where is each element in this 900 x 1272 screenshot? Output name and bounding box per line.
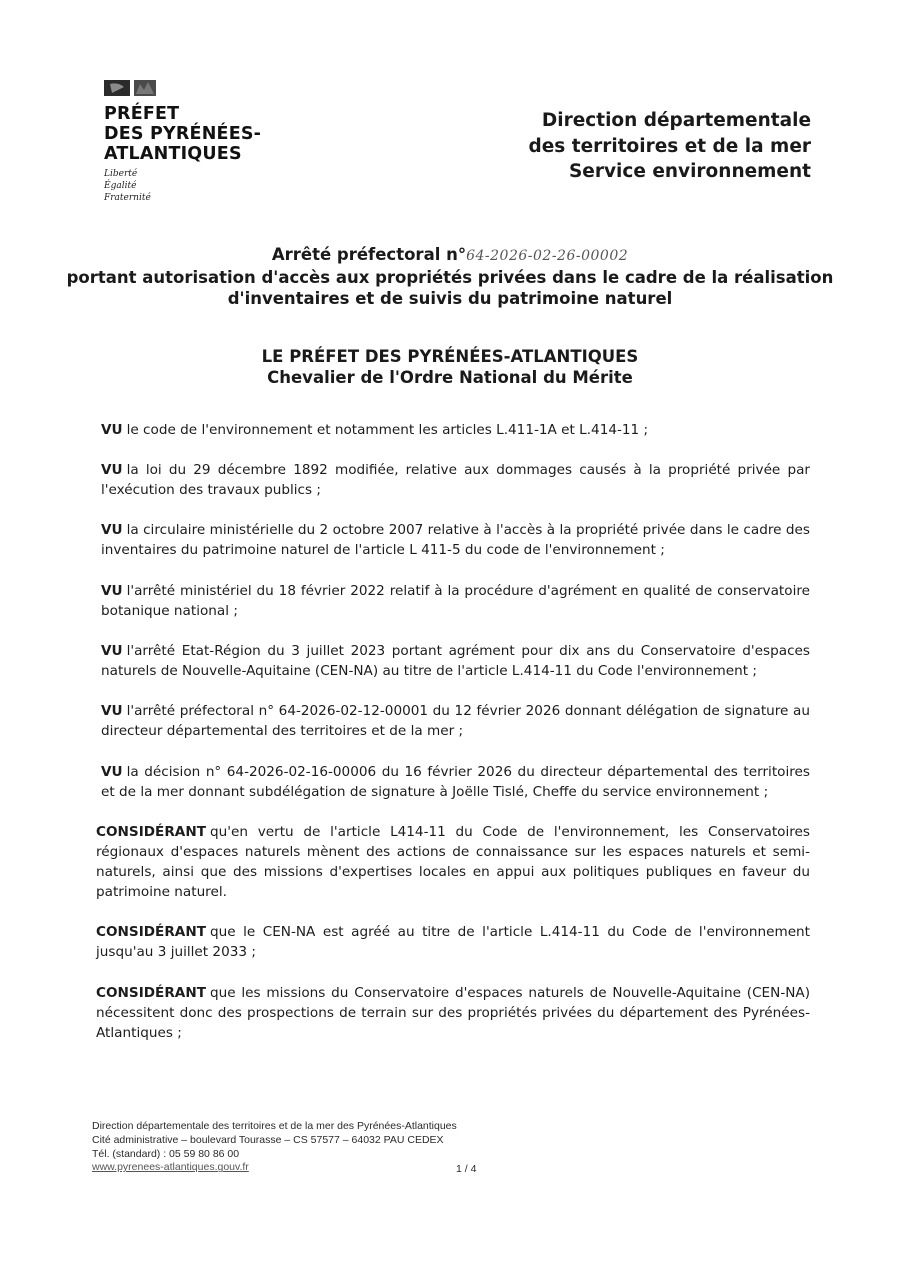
paragraph-vu-4: [101, 581, 810, 621]
logo-line-1: PRÉFET: [104, 104, 180, 124]
paragraph-text: qu'en vertu de l'article L414-11 du Code de l'environnement, les Conservatoires régionaux d'espaces naturels mènent des actions de connaissance sur les espaces naturels et semi-naturels, ainsi que des missions d'expertises locales en appui aux politiques publiques en faveur du patrimoine naturel.: [96, 824, 810, 900]
prefect-honour: Chevalier de l'Ordre National du Mérite: [267, 368, 633, 387]
paragraph-text: la loi du 29 décembre 1892 modifiée, relative aux dommages causés à la propriété privée par l'exécution des travaux publics ;: [101, 462, 810, 498]
decree-number-line: [60, 244, 840, 267]
footer-line-3: Tél. (standard) : 05 59 80 86 00: [92, 1147, 240, 1160]
paragraph-keyword: VU: [101, 522, 123, 538]
paragraph-vu-3: [101, 520, 810, 560]
paragraph-keyword: VU: [101, 583, 123, 599]
paragraph-text: le code de l'environnement et notamment les articles L.411-1A et L.414-11 ;: [126, 422, 649, 438]
logo-line-3: ATLANTIQUES: [104, 144, 242, 164]
paragraph-keyword: CONSIDÉRANT: [96, 824, 206, 840]
paragraph-vu-1: [101, 420, 810, 440]
footer-line-2: Cité administrative – boulevard Tourasse – CS 57577 – 64032 PAU CEDEX: [92, 1133, 444, 1146]
paragraph-text: l'arrêté préfectoral n° 64-2026-02-12-00001 du 12 février 2026 donnant délégation de signature au directeur départemental des territoires et de la mer ;: [101, 703, 810, 739]
motto-fraternite: Fraternité: [104, 193, 151, 203]
paragraph-vu-5: [101, 641, 810, 681]
republic-motto: [104, 168, 264, 204]
prefect-heading: [60, 346, 840, 388]
decree-label: Arrêté préfectoral n°: [271, 245, 467, 264]
logo-line-2: DES PYRÉNÉES-: [104, 124, 262, 144]
marianne-emblem-icon: [104, 78, 160, 98]
footer-website-link[interactable]: www.pyrenees-atlantiques.gouv.fr: [92, 1161, 249, 1174]
paragraph-text: la décision n° 64-2026-02-16-00006 du 16 février 2026 du directeur départemental des territoires et de la mer donnant subdélégation de signature à Joëlle Tislé, Cheffe du service environnement ;: [101, 764, 810, 800]
paragraph-vu-2: [101, 460, 810, 500]
direction-line-3: Service environnement: [568, 161, 811, 182]
paragraph-keyword: VU: [101, 703, 123, 719]
direction-line-1: Direction départementale: [541, 110, 811, 131]
paragraph-text: l'arrêté ministériel du 18 février 2022 relatif à la procédure d'agrément en qualité de conservatoire botanique national ;: [101, 583, 810, 619]
paragraph-keyword: VU: [101, 422, 123, 438]
paragraph-vu-6: [101, 701, 810, 741]
paragraph-text: que le CEN-NA est agréé au titre de l'article L.414-11 du Code de l'environnement jusqu'au 3 juillet 2033 ;: [96, 924, 810, 960]
paragraph-text: la circulaire ministérielle du 2 octobre 2007 relative à l'accès à la propriété privée dans le cadre des inventaires du patrimoine naturel de l'article L 411-5 du code de l'environnement ;: [101, 522, 810, 558]
paragraph-keyword: VU: [101, 764, 123, 780]
footer-line-1: Direction départementale des territoires et de la mer des Pyrénées-Atlantiques: [92, 1120, 457, 1132]
decree-title-line-2: portant autorisation d'accès aux propriétés privées dans le cadre de la réalisation: [66, 268, 834, 287]
paragraph-considerant-1: [96, 822, 810, 902]
paragraph-keyword: VU: [101, 462, 123, 478]
motto-liberte: Liberté: [104, 169, 138, 179]
page-number: 1 / 4: [456, 1163, 477, 1175]
decree-title: [60, 244, 840, 309]
paragraph-keyword: CONSIDÉRANT: [96, 985, 206, 1001]
paragraph-considerant-2: [96, 922, 810, 962]
paragraph-considerant-3: [96, 983, 810, 1043]
prefect-title: LE PRÉFET DES PYRÉNÉES-ATLANTIQUES: [261, 347, 639, 366]
issuing-department: [451, 108, 811, 185]
paragraph-vu-7: [101, 762, 810, 802]
paragraph-keyword: VU: [101, 643, 123, 659]
direction-line-2: des territoires et de la mer: [528, 135, 811, 157]
decree-number-handwritten: 64-2026-02-26-00002: [466, 248, 629, 264]
paragraph-text: l'arrêté Etat-Région du 3 juillet 2023 portant agrément pour dix ans du Conservatoire d'espaces naturels de Nouvelle-Aquitaine (CEN-NA) au titre de l'article L.414-11 du Code l'environnement ;: [101, 643, 810, 679]
paragraph-text: que les missions du Conservatoire d'espaces naturels de Nouvelle-Aquitaine (CEN-NA) nécessitent donc des prospections de terrain sur des propriétés privées du département des Pyrénées-Atlantiques ;: [96, 985, 810, 1041]
decree-title-line-3: d'inventaires et de suivis du patrimoine naturel: [227, 289, 673, 308]
motto-egalite: Égalité: [104, 181, 137, 191]
prefecture-logo: [104, 78, 264, 204]
paragraph-keyword: CONSIDÉRANT: [96, 924, 206, 940]
